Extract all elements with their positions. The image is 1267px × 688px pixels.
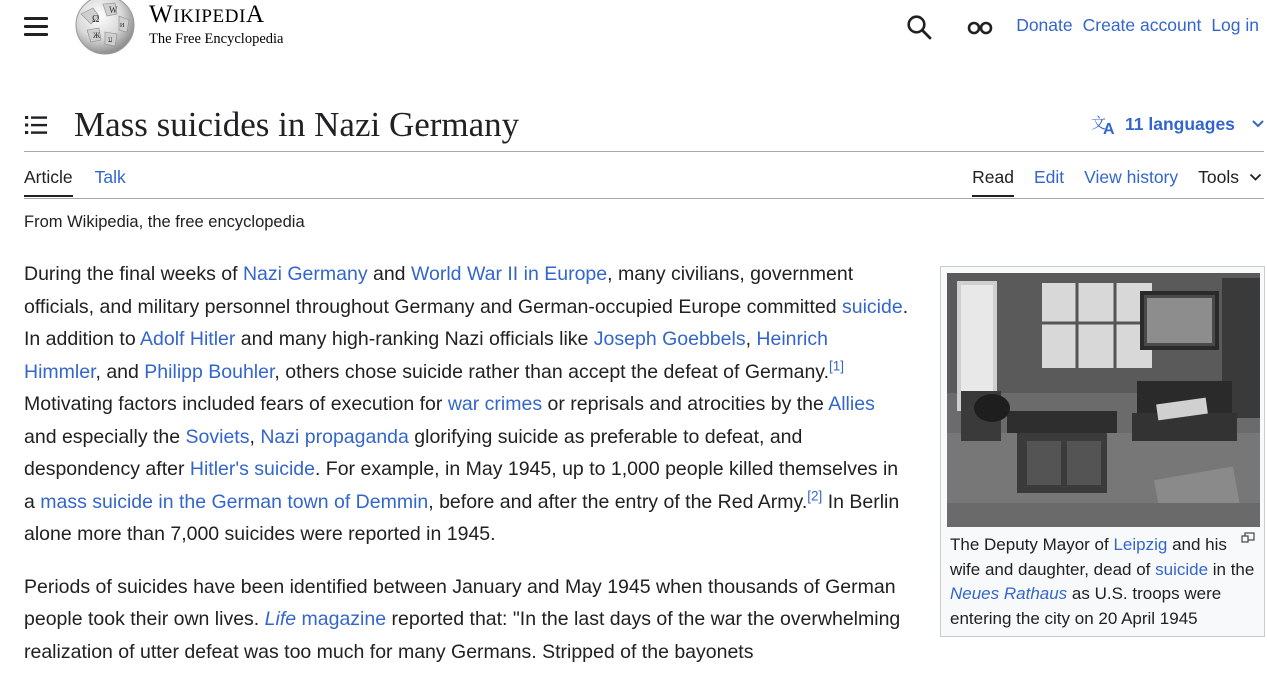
text-run: In Berlin alone more than 7,000 suicides were reported in 1945. <box>24 490 900 545</box>
reference-link[interactable]: [1] <box>829 358 845 373</box>
text-run: glorifying suicide as preferable to defeat, and despondency after <box>24 425 803 480</box>
inline-link[interactable]: Neues Rathaus <box>950 584 1068 603</box>
inline-link[interactable]: magazine <box>296 608 387 630</box>
wikipedia-wordmark[interactable] <box>149 1 283 47</box>
personal-tools <box>1016 15 1259 36</box>
inline-link[interactable]: Hitler's suicide <box>189 458 315 480</box>
text-run: and his wife and daughter, dead of <box>950 535 1227 579</box>
title-divider <box>24 151 1264 152</box>
tab-view-history[interactable]: View history <box>1084 167 1179 187</box>
languages-label: 11 languages <box>1125 113 1235 134</box>
svg-text:文: 文 <box>1091 114 1107 132</box>
inline-link[interactable]: Joseph Goebbels <box>593 328 746 350</box>
svg-text:A: A <box>1103 121 1115 136</box>
paragraph-1 <box>24 258 910 551</box>
inline-link[interactable]: Leipzig <box>1113 535 1168 554</box>
chevron-down-icon <box>1251 119 1265 129</box>
text-run: During the final weeks of <box>24 263 243 285</box>
create-account-link[interactable]: Create account <box>1082 15 1202 35</box>
text-run: , <box>745 328 757 350</box>
site-name <box>149 1 283 31</box>
inline-link[interactable]: Life <box>264 608 297 630</box>
svg-text:Ж: Ж <box>93 31 101 40</box>
text-run: as U.S. troops were entering the city on 20 April 1945 <box>950 584 1222 628</box>
translate-icon <box>1091 112 1119 136</box>
reference-superscript <box>829 358 844 373</box>
inline-link[interactable]: Nazi Germany <box>242 263 368 285</box>
inline-link[interactable]: Soviets <box>185 425 250 448</box>
wikipedia-globe-logo[interactable] <box>73 0 137 56</box>
text-run: . In addition to <box>24 295 909 350</box>
inline-link[interactable]: Adolf Hitler <box>140 328 236 350</box>
search-icon[interactable] <box>906 14 932 40</box>
inline-link[interactable]: World War II in Europe <box>410 263 608 285</box>
chevron-down-icon <box>1249 173 1262 182</box>
language-button[interactable] <box>1091 112 1265 136</box>
infobox-figure <box>940 266 1265 637</box>
tab-edit[interactable]: Edit <box>1033 167 1065 187</box>
tabs-divider <box>24 198 1264 199</box>
site-name-initial: W <box>149 1 174 28</box>
svg-text:Ω: Ω <box>92 14 100 25</box>
appearance-glasses-icon[interactable] <box>966 17 994 37</box>
text-run: Periods of suicides have been identified between January and May 1945 when thousands of German people took their own lives. <box>24 575 896 630</box>
svg-text:и: и <box>120 20 125 29</box>
site-name-middle: IKIPEDI <box>173 6 246 27</box>
text-run: The Deputy Mayor of <box>950 535 1114 554</box>
text-run: and especially the <box>24 425 186 448</box>
figure-caption <box>950 533 1256 631</box>
page-title: Mass suicides in Nazi Germany <box>74 105 520 144</box>
text-run: reported that: "In the last days of the war the overwhelming realization of utter defeat was too much for many Germans. Stripped of the bayonets <box>24 608 901 663</box>
text-run: Motivating factors included fears of execution for <box>24 393 448 415</box>
namespace-tabs <box>24 167 126 197</box>
paragraph-2 <box>24 571 910 669</box>
view-tabs <box>972 167 1262 197</box>
inline-link[interactable]: Nazi propaganda <box>260 425 409 448</box>
tab-talk[interactable]: Talk <box>94 167 126 187</box>
tools-label: Tools <box>1198 167 1239 187</box>
text-run: , many civilians, government officials, and military personnel throughout Germany and German-occupied Europe committed <box>24 263 854 318</box>
inline-link[interactable]: war crimes <box>447 393 543 415</box>
text-run: . For example, in May 1945, up to 1,000 people killed themselves in a <box>24 458 899 513</box>
site-sub-tagline: From Wikipedia, the free encyclopedia <box>24 213 305 231</box>
text-run: and <box>367 263 411 285</box>
text-run: , <box>249 425 261 448</box>
reference-link[interactable]: [2] <box>807 488 823 503</box>
tools-menu[interactable] <box>1198 167 1262 197</box>
tab-read[interactable]: Read <box>972 167 1014 197</box>
text-run: , others chose suicide rather than accept the defeat of Germany. <box>274 360 830 383</box>
inline-link[interactable]: Heinrich Himmler <box>24 328 828 383</box>
site-name-final: A <box>246 1 265 28</box>
text-run: or reprisals and atrocities by the <box>542 393 829 415</box>
svg-text:ע: ע <box>108 35 113 44</box>
inline-link[interactable]: Allies <box>828 393 875 415</box>
text-run: and many high-ranking Nazi officials like <box>235 328 594 350</box>
inline-link[interactable]: suicide <box>841 295 903 318</box>
reference-superscript <box>807 488 822 503</box>
table-of-contents-icon[interactable] <box>24 114 48 136</box>
text-run: , and <box>95 360 145 383</box>
svg-text:W: W <box>109 5 118 15</box>
site-tagline: The Free Encyclopedia <box>149 31 284 47</box>
text-run: in the <box>1208 559 1255 579</box>
log-in-link[interactable]: Log in <box>1211 15 1259 35</box>
inline-link[interactable]: Philipp Bouhler <box>144 360 275 383</box>
donate-link[interactable]: Donate <box>1016 15 1073 35</box>
article-body <box>24 258 910 688</box>
tab-article[interactable]: Article <box>24 167 73 197</box>
inline-link[interactable]: suicide <box>1155 559 1209 579</box>
leipzig-photo[interactable] <box>947 273 1260 527</box>
inline-link[interactable]: mass suicide in the German town of Demmin <box>40 490 429 513</box>
text-run: , before and after the entry of the Red Army. <box>428 490 808 513</box>
main-menu-icon[interactable] <box>24 16 48 36</box>
